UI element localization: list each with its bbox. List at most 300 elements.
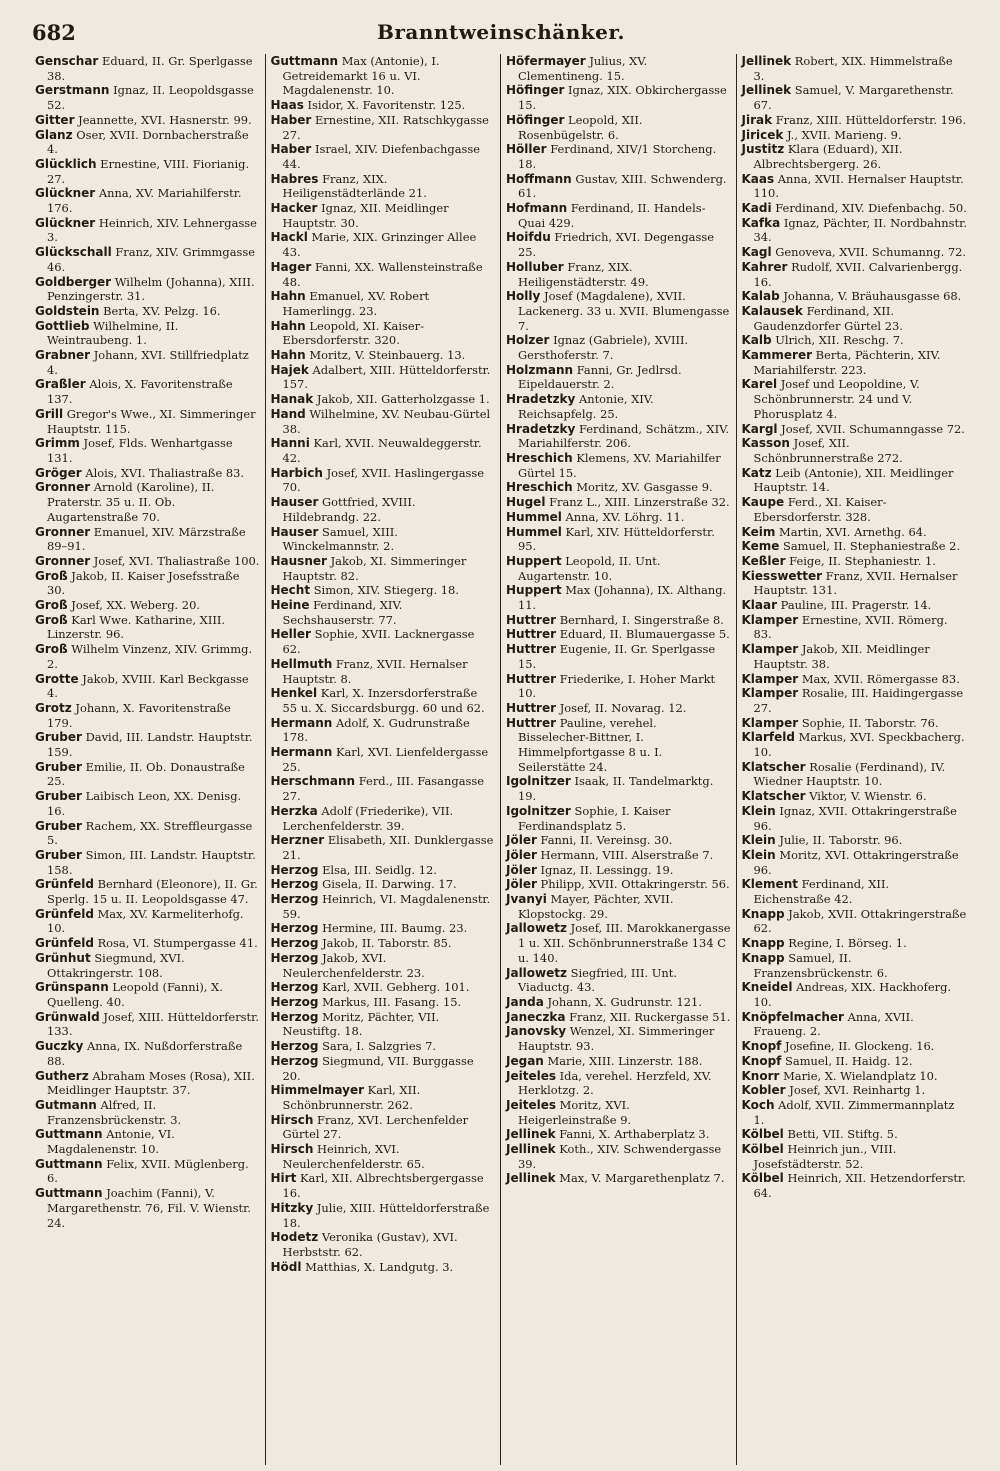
directory-entry [271,495,496,524]
directory-entry [271,363,496,392]
entry-name: Haas [270,98,304,113]
entry-name: Gruber [35,789,82,804]
entry-details: Moritz, XV. Gasgasse 9. [576,480,713,495]
entry-name: Hacker [270,201,318,216]
entry-name: Gronner [35,553,91,568]
entry-details: Sophie, II. Taborstr. 76. [801,715,939,730]
directory-entry [506,554,731,583]
entry-details: Arnold (Karoline), II. Praterstr. 35 u. II. Ob. Augartenstraße 70. [47,480,215,524]
directory-entry [506,701,731,716]
directory-entry [742,1010,968,1039]
directory-entry [35,907,260,936]
entry-name: Kobler [741,1083,786,1098]
entry-name: Jallowetz [506,921,567,936]
entry-name: Hager [270,259,312,274]
directory-entry [742,495,968,524]
entry-details: Andreas, XIX. Hackhoferg. 10. [753,980,952,1009]
directory-column-4 [737,54,973,1465]
entry-details: Josef, XVII. Schumanngasse 72. [781,421,965,436]
entry-name: Klamper [741,715,799,730]
directory-entry [742,1171,968,1200]
entry-details: Franz, XIX. Heiligenstädterlände 21. [282,171,427,201]
directory-entry [271,260,496,289]
entry-details: Anna, XV. Mariahilferstr. 176. [47,186,242,216]
entry-details: Karl, XVII. Gebherg. 101. [322,980,470,995]
directory-entry [742,216,968,245]
directory-entry [506,966,731,995]
directory-entry [742,686,968,715]
directory-entry [271,289,496,318]
entry-name: Grabner [35,348,91,363]
entry-name: Groß [35,568,68,583]
entry-name: Kalausek [741,303,803,318]
entry-details: Moritz, XVI. Ottakringerstraße 96. [753,847,959,877]
entry-name: Jellinek [506,1127,556,1142]
entry-name: Herzog [270,1009,319,1024]
directory-entry [506,172,731,201]
entry-details: Ulrich, XII. Reschg. 7. [775,333,904,348]
directory-entry [506,230,731,259]
directory-entry [742,716,968,731]
entry-details: Ferdinand, II. Handels-Quai 429. [518,201,706,230]
entry-details: Ferdinand, XII. Eichenstraße 42. [753,877,890,907]
directory-entry [271,804,496,833]
entry-details: Klemens, XV. Mariahilfer Gürtel 15. [518,450,721,480]
directory-entry [35,1157,260,1186]
directory-entry [35,1186,260,1230]
directory-entry [35,1039,260,1068]
directory-entry [271,716,496,745]
entry-details: Jakob, II. Kaiser Josefsstraße 30. [47,568,240,598]
entry-details: Max (Johanna), IX. Althang. 11. [518,583,727,613]
entry-details: Franz, XVII. Hernalser Hauptstr. 8. [282,656,468,686]
entry-details: Johann, X. Gudrunstr. 121. [547,995,702,1009]
entry-name: Goldstein [35,303,100,318]
entry-details: Leopold, XI. Kaiser-Ebersdorferstr. 320. [282,318,425,348]
directory-entry [35,980,260,1009]
entry-name: Hauser [270,495,319,510]
directory-entry [35,157,260,186]
entry-details: Viktor, V. Wienstr. 6. [809,789,927,804]
entry-details: Sophie, XVII. Lacknergasse 62. [282,627,475,657]
entry-name: Höller [506,142,547,157]
entry-name: Keim [741,524,776,539]
page-title: Branntweinschänker. [376,20,626,44]
entry-details: Laibisch Leon, XX. Denisg. 16. [47,789,242,818]
entry-name: Huttrer [506,612,557,627]
entry-details: Franz, XVII. Hernalser Hauptstr. 131. [753,568,958,598]
entry-name: Hanak [270,392,314,407]
entry-details: Jakob, XII. Meidlinger Hauptstr. 38. [753,642,930,671]
entry-name: Huttrer [506,642,557,657]
directory-entry [271,833,496,862]
entry-name: Hodetz [270,1230,319,1245]
entry-details: Leib (Antonie), XII. Meidlinger Hauptstr. 14. [753,465,954,495]
entry-details: Elisabeth, XII. Dunklergasse 21. [282,833,494,862]
entry-details: Markus, XVI. Speckbacherg. 10. [753,730,965,760]
entry-name: Kagl [741,245,772,260]
entry-name: Jöler [506,877,537,892]
directory-entry [271,407,496,436]
entry-details: Ernestine, VIII. Fiorianig. 27. [47,156,250,186]
entry-details: Friedrich, XVI. Degengasse 25. [518,230,714,260]
directory-entry [742,569,968,598]
entry-details: Karl, XVI. Lienfeldergasse 25. [282,745,489,774]
entry-details: Josef, Flds. Wenhartgasse 131. [47,436,233,465]
entry-name: Klamper [741,671,799,686]
directory-entry [742,760,968,789]
entry-name: Hummel [506,509,562,524]
directory-entry [506,525,731,554]
entry-name: Klaar [741,598,778,613]
entry-details: Mayer, Pächter, XVII. Klopstockg. 29. [518,892,674,921]
entry-details: Ferdinand, Schätzm., XIV. Mariahilferstr. 206. [518,421,729,451]
entry-name: Holzer [506,333,550,348]
entry-details: Gregor's Wwe., XI. Simmeringer Hauptstr. 115. [47,406,256,436]
directory-entry [742,951,968,980]
entry-name: Katz [741,465,772,480]
entry-details: Fanni, II. Vereinsg. 30. [540,833,673,848]
entry-name: Hanni [270,436,310,451]
entry-name: Guttmann [35,1127,103,1142]
entry-name: Gruber [35,818,82,833]
entry-details: Isaak, II. Tandelmarktg. 19. [518,774,714,804]
entry-details: Antonie, XIV. Reichsapfelg. 25. [518,392,654,421]
directory-entry [35,480,260,524]
entry-details: Rachem, XX. Streffleurgasse 5. [47,818,253,848]
directory-entry [742,525,968,540]
directory-entry [742,804,968,833]
directory-entry [506,848,731,863]
entry-details: Franz, XIV. Grimmgasse 46. [47,245,256,274]
directory-entry [35,848,260,877]
entry-details: Ignaz, II. Lessingg. 19. [540,862,674,877]
directory-entry [742,554,968,569]
directory-entry [506,1171,731,1186]
entry-details: Wilhelmine, II. Weintraubeng. 1. [47,318,179,348]
entry-name: Igolnitzer [506,803,571,818]
entry-details: Wilhelm Vinzenz, XIV. Grimmg. 2. [47,642,253,671]
entry-details: David, III. Landstr. Hauptstr. 159. [47,730,253,760]
entry-name: Knorr [741,1068,780,1083]
entry-details: Anna, IX. Nußdorferstraße 88. [47,1039,243,1068]
directory-entry [506,1024,731,1053]
entry-details: Ignaz (Gabriele), XVIII. Gersthoferstr. 7. [518,333,689,363]
entry-name: Gruber [35,730,82,745]
directory-entry [506,1010,731,1025]
directory-entry [742,1054,968,1069]
directory-entry [742,128,968,143]
entry-details: Josef, XIII. Hütteldorferstr. 133. [47,1009,259,1039]
entry-name: Haber [270,142,312,157]
entry-details: Jeannette, XVI. Hasnerstr. 99. [78,112,252,127]
entry-name: Jöler [506,862,537,877]
entry-name: Herzog [270,1039,319,1054]
entry-details: Bernhard, I. Singerstraße 8. [559,612,724,627]
entry-name: Herzner [270,833,325,848]
entry-name: Habres [270,171,319,186]
directory-entry [742,730,968,759]
entry-details: Josef, XVI. Thaliastraße 100. [93,553,260,568]
entry-details: Pauline, verehel. Bisselecher-Bittner, I. Himmelpfortgasse 8 u. I. Seilerstätte 24. [518,715,663,774]
entry-name: Gronner [35,480,91,495]
entry-name: Hellmuth [270,656,333,671]
directory-entry [271,113,496,142]
entry-details: Karl, XIV. Hütteldorferstr. 95. [518,524,715,554]
directory-entry [271,319,496,348]
entry-details: Max, XV. Karmeliterhofg. 10. [47,906,244,936]
directory-entry [742,113,968,128]
entry-name: Keme [741,539,780,554]
entry-details: Alfred, II. Franzensbrückenstr. 3. [47,1097,182,1127]
directory-entry [742,1142,968,1171]
directory-entry [271,1201,496,1230]
entry-name: Haber [270,112,312,127]
entry-name: Jöler [506,833,537,848]
entry-name: Holzmann [506,362,574,377]
directory-entry [271,863,496,878]
entry-name: Glückner [35,215,96,230]
entry-name: Heller [270,627,311,642]
directory-entry [506,113,731,142]
directory-entry [35,877,260,906]
directory-entry [506,83,731,112]
directory-entry [506,333,731,362]
entry-details: Jakob, XII. Gatterholzgasse 1. [316,392,490,407]
directory-entry [742,1039,968,1054]
entry-name: Kargl [741,421,778,436]
entry-name: Hreschich [506,480,573,495]
entry-details: Moritz, Pächter, VII. Neustiftg. 18. [282,1009,440,1039]
entry-details: Adolf, X. Gudrunstraße 178. [282,715,470,745]
directory-entry [506,451,731,480]
entry-name: Herzog [270,1053,319,1068]
entry-details: Berta, XV. Pelzg. 16. [103,303,221,318]
directory-entry [506,642,731,671]
directory-entry [35,525,260,554]
entry-details: Ferd., III. Fasangasse 27. [282,774,485,804]
entry-details: Samuel, V. Margarethenstr. 67. [753,83,954,113]
entry-name: Hackl [270,230,308,245]
directory-entry [506,289,731,333]
entry-details: Robert, XIX. Himmelstraße 3. [753,54,953,83]
entry-name: Guczky [35,1039,84,1054]
entry-details: Martin, XVI. Arnethg. 64. [778,524,927,539]
directory-entry [506,627,731,642]
entry-name: Grünfeld [35,906,94,921]
directory-entry [506,510,731,525]
directory-entry [271,1054,496,1083]
directory-entry [35,245,260,274]
directory-entry [35,760,260,789]
entry-details: Samuel, II. Franzensbrückenstr. 6. [753,950,888,980]
entry-name: Hand [270,406,306,421]
entry-details: Gustav, XIII. Schwenderg. 61. [518,171,727,201]
directory-entry [742,907,968,936]
entry-name: Graßler [35,377,86,392]
entry-name: Hahn [270,348,306,363]
entry-details: Samuel, XIII. Winckelmannstr. 2. [282,524,398,554]
entry-name: Groß [35,642,68,657]
entry-details: Veronika (Gustav), XVI. Herbststr. 62. [282,1230,458,1259]
directory-entry [271,745,496,774]
directory-entry [271,1083,496,1112]
entry-name: Herzog [270,980,319,995]
entry-details: Johanna, V. Bräuhausgasse 68. [783,289,962,304]
entry-name: Kafka [741,215,781,230]
entry-name: Huppert [506,553,562,568]
entry-name: Janeczka [506,1009,566,1024]
entry-details: Johann, XVI. Stillfriedplatz 4. [47,348,249,377]
entry-details: Fanni, XX. Wallensteinstraße 48. [282,259,483,289]
entry-details: Franz, XVI. Lerchenfelder Gürtel 27. [282,1112,469,1142]
directory-entry [506,1127,731,1142]
entry-name: Knapp [741,906,785,921]
entry-name: Gerstmann [35,83,110,98]
entry-details: Josef, II. Novarag. 12. [559,700,687,715]
entry-name: Holly [506,289,541,304]
directory-entry [35,819,260,848]
entry-name: Jegan [506,1053,544,1068]
directory-entry [271,627,496,656]
entry-name: Kneidel [741,980,793,995]
entry-details: J., XVII. Marieng. 9. [786,127,902,142]
directory-entry [35,319,260,348]
entry-name: Herzog [270,862,319,877]
directory-entry [742,642,968,671]
directory-entry [506,1069,731,1098]
directory-entry [35,936,260,951]
entry-name: Kadi [741,201,772,216]
entry-name: Klein [741,847,776,862]
entry-details: Rudolf, XVII. Calvarienbergg. 16. [753,259,963,289]
directory-entry [506,1142,731,1171]
entry-details: Berta, Pächterin, XIV. Mariahilferstr. 223. [753,348,941,377]
entry-details: Karl, XII. Albrechtsbergergasse 16. [282,1171,484,1201]
entry-details: Heinrich, VI. Magdalenenstr. 59. [282,892,491,921]
entry-details: Siegfried, III. Unt. Viaductg. 43. [518,965,677,995]
directory-entry [506,613,731,628]
directory-entry [35,113,260,128]
directory-entry [35,186,260,215]
entry-details: Karl Wwe. Katharine, XIII. Linzerstr. 96. [47,612,226,642]
entry-name: Koch [741,1097,775,1112]
entry-details: Gisela, II. Darwing. 17. [322,877,457,892]
entry-name: Klement [741,877,798,892]
entry-details: Max, V. Margarethenplatz 7. [559,1171,725,1186]
directory-entry [506,1098,731,1127]
directory-entry [35,1098,260,1127]
directory-entry [35,672,260,701]
entry-name: Klarfeld [741,730,795,745]
entry-details: Josef, III. Marokkanergasse 1 u. XII. Schönbrunnerstraße 134 C u. 140. [518,921,731,965]
entry-name: Guttmann [35,1156,103,1171]
entry-name: Huttrer [506,627,557,642]
entry-name: Herzog [270,950,319,965]
entry-details: Bernhard (Eleonore), II. Gr. Sperlg. 15 u. II. Leopoldsgasse 47. [47,877,258,907]
entry-name: Gronner [35,524,91,539]
entry-name: Hoffmann [506,171,572,186]
entry-name: Jirak [741,112,773,127]
directory-entry [742,289,968,304]
entry-name: Janovsky [506,1024,567,1039]
entry-details: Heinrich, XII. Hetzendorferstr. 64. [753,1171,966,1201]
entry-details: Marie, X. Wielandplatz 10. [783,1068,938,1083]
directory-entry [271,172,496,201]
entry-details: Karl, X. Inzersdorferstraße 55 u. X. Siccardsburgg. 60 und 62. [282,686,485,715]
entry-name: Grotte [35,671,79,686]
entry-name: Hirsch [270,1112,314,1127]
entry-name: Hermann [270,745,333,760]
directory-entry [506,877,731,892]
entry-name: Grotz [35,700,72,715]
directory-entry [742,877,968,906]
entry-details: Rosalie, III. Haidingergasse 27. [753,686,964,715]
entry-details: Feige, II. Stephaniestr. 1. [789,553,936,568]
entry-name: Heine [270,598,310,613]
entry-name: Guttmann [270,54,339,68]
entry-name: Hahn [270,318,306,333]
entry-details: Emanuel, XV. Robert Hamerlingg. 23. [282,289,430,318]
entry-name: Herzog [270,995,319,1009]
entry-details: Betti, VII. Stiftg. 5. [787,1127,898,1142]
directory-entry [35,951,260,980]
directory-entry [271,936,496,951]
entry-name: Gitter [35,112,75,127]
entry-name: Herzka [270,803,318,818]
directory-entry [742,1083,968,1098]
entry-name: Glückner [35,186,96,201]
entry-name: Gröger [35,465,82,480]
entry-name: Gruber [35,847,82,862]
directory-entry [35,789,260,818]
entry-details: Felix, XVII. Müglenberg. 6. [47,1156,249,1186]
directory-entry [35,730,260,759]
directory-entry [742,598,968,613]
entry-details: Antonie, VI. Magdalenenstr. 10. [47,1127,175,1157]
entry-name: Hugel [506,495,546,510]
directory-entry [271,583,496,598]
directory-entry [742,466,968,495]
directory-entry [742,245,968,260]
entry-details: Alois, XVI. Thaliastraße 83. [85,465,245,480]
entry-name: Glückschall [35,245,112,260]
directory-entry [506,672,731,701]
directory-entry [35,598,260,613]
directory-entry [271,392,496,407]
entry-name: Hreschich [506,450,573,465]
entry-details: Moritz, XVI. Heigerleinstraße 9. [518,1097,632,1127]
directory-entry [271,892,496,921]
entry-name: Knapp [741,950,785,965]
directory-entry [35,554,260,569]
entry-details: Regine, I. Börseg. 1. [788,936,907,951]
entry-details: Josef und Leopoldine, V. Schönbrunnerstr. 24 und V. Phorusplatz 4. [753,377,920,421]
entry-details: Markus, III. Fasang. 15. [322,995,462,1009]
directory-column-1 [30,54,266,1465]
directory-entry [271,230,496,259]
directory-entry [35,1010,260,1039]
entry-name: Herzog [270,892,319,907]
entry-name: Kölbel [741,1142,784,1157]
entry-name: Knapp [741,936,785,951]
directory-entry [742,377,968,421]
entry-details: Franz, XIII. Hütteldorferstr. 196. [775,112,967,127]
entry-name: Höfinger [506,83,565,98]
entry-name: Knöpfelmacher [741,1009,844,1024]
entry-details: Johann, X. Favoritenstraße 179. [47,700,231,730]
entry-details: Gottfried, XVIII. Hildebrandg. 22. [282,495,416,524]
